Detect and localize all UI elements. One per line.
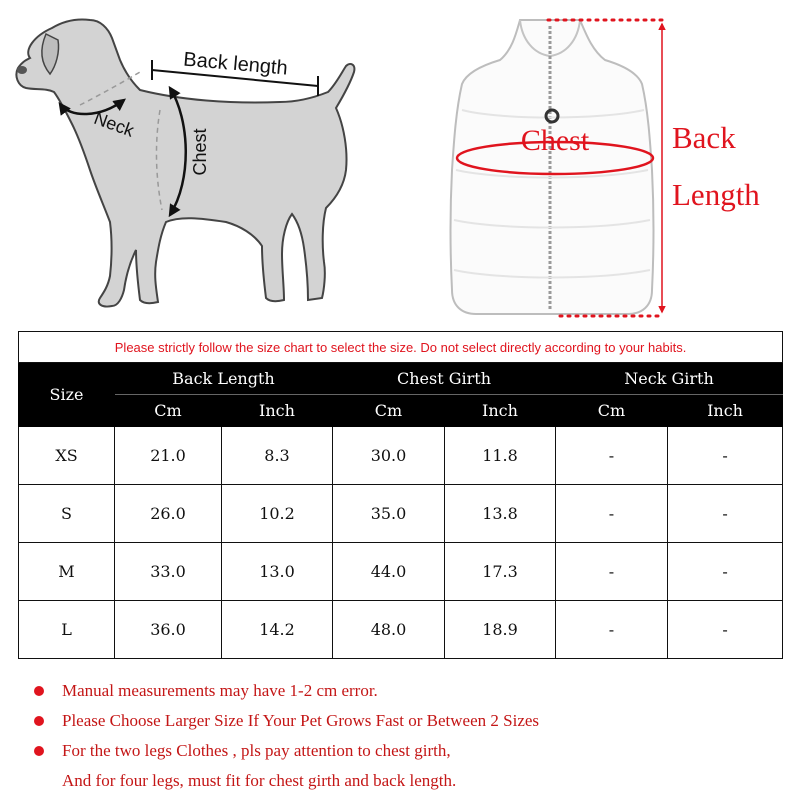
back-inch-cell: 8.3 (222, 427, 333, 485)
back-cm-cell: 33.0 (115, 543, 222, 601)
back-cm-cell: 26.0 (115, 485, 222, 543)
back-cm-cell: 21.0 (115, 427, 222, 485)
neck-cm-cell: - (556, 485, 668, 543)
neck-inch-cell: - (668, 485, 783, 543)
measurement-illustration (0, 0, 800, 330)
neck-label: Neck (91, 107, 137, 141)
neck-cm-cell: - (556, 427, 668, 485)
chest-cm-cell: 48.0 (333, 601, 445, 659)
size-column-header: Size (19, 363, 115, 427)
back-inch-cell: 14.2 (222, 601, 333, 659)
back-length-label: Back length (182, 48, 289, 80)
neck-cm-cell: - (556, 543, 668, 601)
note-text: Manual measurements may have 1-2 cm error. (62, 681, 378, 700)
chest-cm-cell: 35.0 (333, 485, 445, 543)
chest-label: Chest (190, 128, 210, 176)
table-row (19, 427, 783, 485)
unit-header: Inch (445, 395, 556, 427)
size-cell: S (19, 485, 115, 543)
back-length-marker (152, 49, 318, 96)
note-item (30, 706, 790, 736)
vest-image (451, 20, 654, 314)
vest-back-label-line1: Back (672, 120, 736, 155)
back-inch-cell: 13.0 (222, 543, 333, 601)
table-row (19, 601, 783, 659)
chest-cm-cell: 30.0 (333, 427, 445, 485)
chest-cm-cell: 44.0 (333, 543, 445, 601)
unit-header: Cm (333, 395, 445, 427)
notes-list (30, 676, 790, 796)
note-item (30, 676, 790, 706)
neck-inch-cell: - (668, 543, 783, 601)
neck-cm-cell: - (556, 601, 668, 659)
note-text: For the two legs Clothes , pls pay attention to chest girth, (62, 741, 451, 760)
neck-girth-header: Neck Girth (556, 363, 783, 395)
unit-header: Cm (115, 395, 222, 427)
size-cell: XS (19, 427, 115, 485)
chest-girth-header: Chest Girth (333, 363, 556, 395)
table-row (19, 485, 783, 543)
size-cell: M (19, 543, 115, 601)
back-cm-cell: 36.0 (115, 601, 222, 659)
bullet-icon (34, 686, 44, 696)
note-item (30, 736, 790, 766)
dog-nose (17, 66, 27, 74)
size-cell: L (19, 601, 115, 659)
note-item-continued (30, 766, 790, 796)
note-text: And for four legs, must fit for chest girth and back length. (62, 771, 457, 790)
vest-back-label-line2: Length (672, 177, 760, 212)
chest-inch-cell: 18.9 (445, 601, 556, 659)
chest-inch-cell: 11.8 (445, 427, 556, 485)
neck-inch-cell: - (668, 427, 783, 485)
table-row (19, 543, 783, 601)
bullet-icon (34, 716, 44, 726)
neck-inch-cell: - (668, 601, 783, 659)
note-text: Please Choose Larger Size If Your Pet Grows Fast or Between 2 Sizes (62, 711, 540, 730)
unit-header: Cm (556, 395, 668, 427)
chest-inch-cell: 17.3 (445, 543, 556, 601)
bullet-icon (34, 746, 44, 756)
size-chart-table (18, 331, 783, 659)
back-inch-cell: 10.2 (222, 485, 333, 543)
chest-inch-cell: 13.8 (445, 485, 556, 543)
unit-header: Inch (668, 395, 783, 427)
back-length-header: Back Length (115, 363, 333, 395)
vest-body (451, 20, 654, 314)
size-notice: Please strictly follow the size chart to select the size. Do not select directly according to your habits. (19, 332, 783, 363)
vest-chest-label: Chest (520, 124, 590, 157)
unit-header: Inch (222, 395, 333, 427)
